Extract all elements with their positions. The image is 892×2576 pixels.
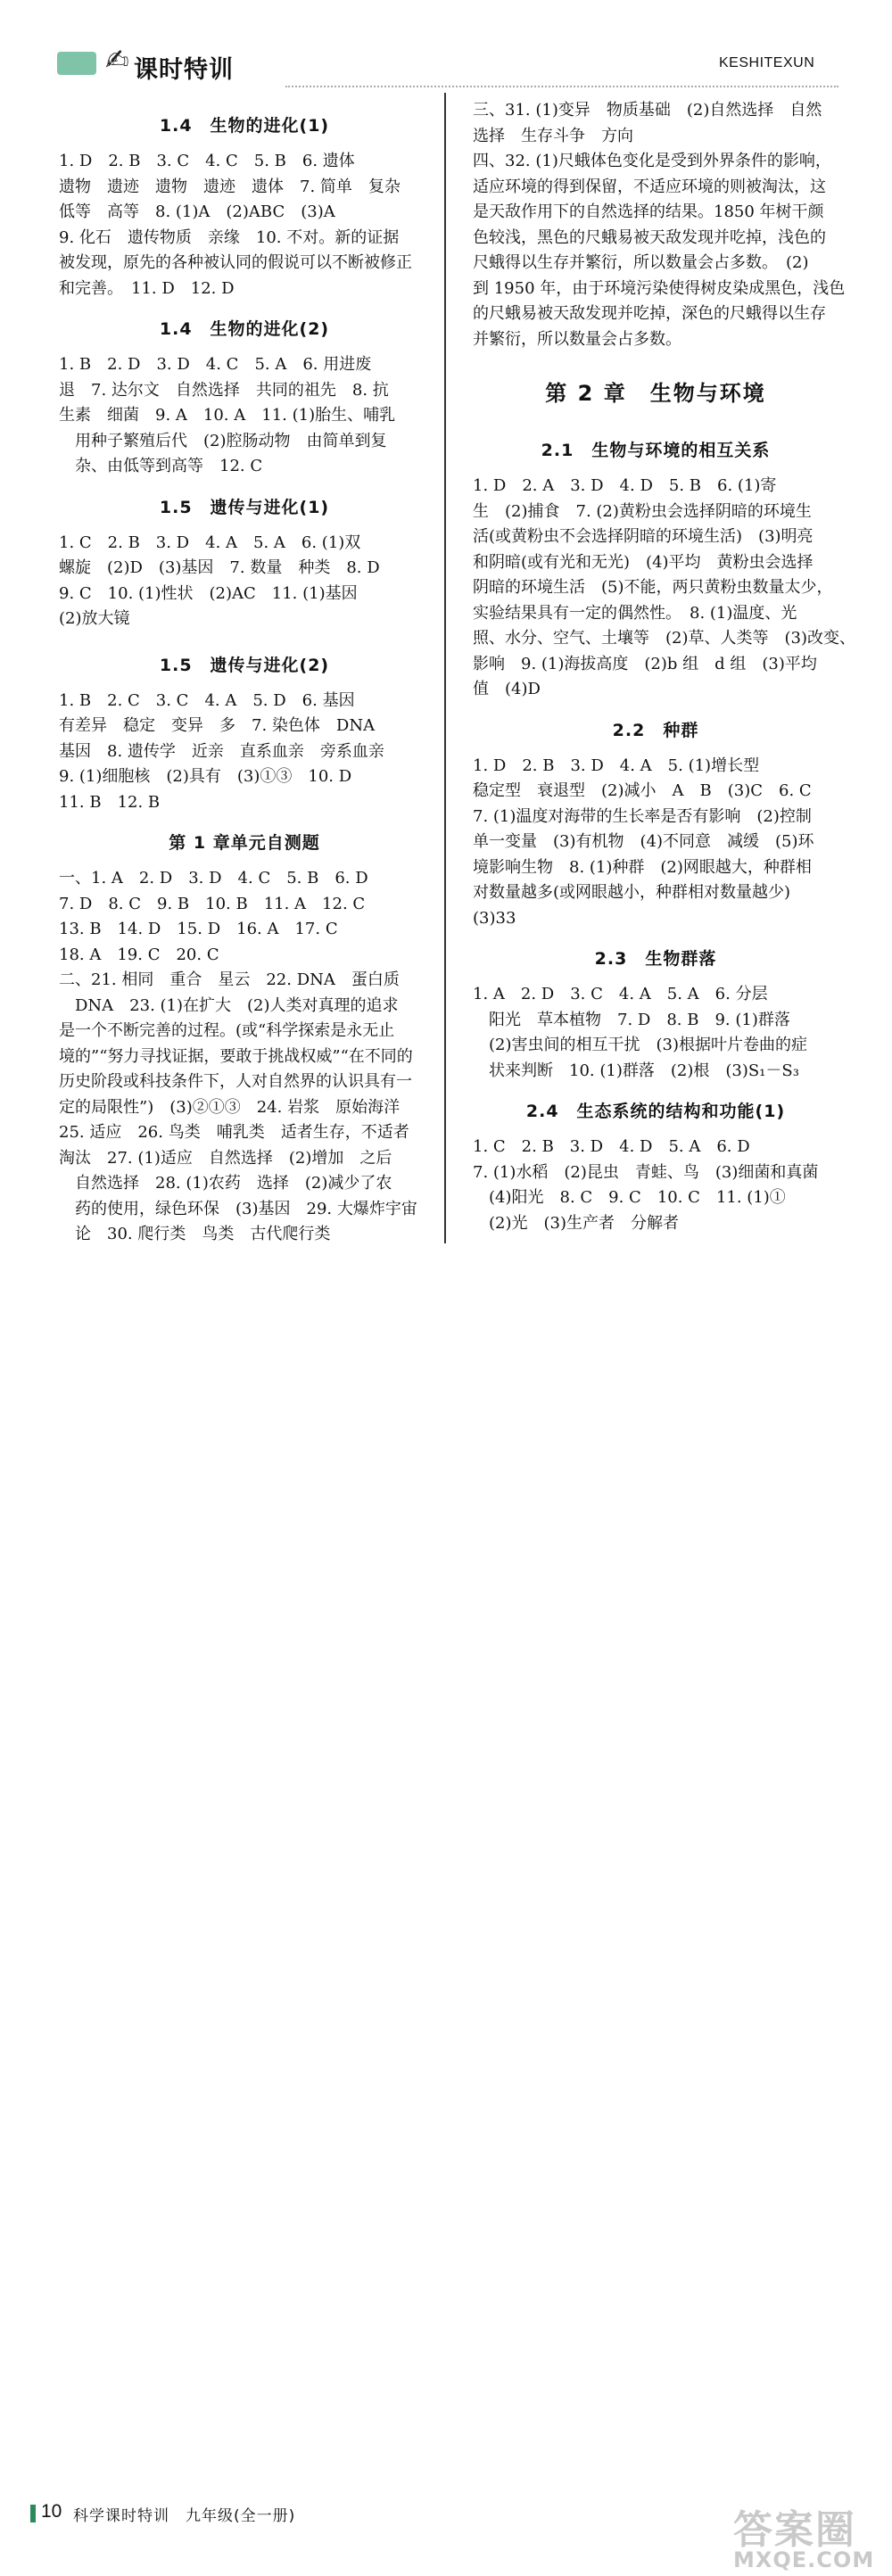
section-title: 1.4 生物的进化(2) [159,319,330,339]
answer-line: 遗物 遗迹 遗物 遗迹 遗体 7. 简单 复杂 [59,177,401,196]
answer-line: 和阴暗(或有光和无光) (4)平均 黄粉虫会选择 [473,552,814,572]
answer-line: 1. C 2. B 3. D 4. A 5. A 6. (1)双 [59,533,361,552]
right-column [473,98,855,1236]
answer-line: 一、1. A 2. D 3. D 4. C 5. B 6. D [59,869,368,888]
answer-line: 11. B 12. B [59,792,161,812]
answer-line: 生素 细菌 9. A 10. A 11. (1)胎生、哺乳 [59,406,396,425]
answer-line: (3)33 [473,908,516,928]
answer-line: 选择 生存斗争 方向 [473,126,633,145]
answer-line: 1. D 2. B 3. D 4. A 5. (1)增长型 [473,755,760,775]
answer-line: 定的局限性”) (3)②①③ 24. 岩浆 原始海洋 [59,1097,401,1117]
answer-line: 1. A 2. D 3. C 4. A 5. A 6. 分层 [473,985,768,1003]
answer-line: 生 (2)捕食 7. (2)黄粉虫会选择阴暗的环境生 [473,501,812,521]
answer-line: 7. (1)水稻 (2)昆虫 青蛙、鸟 (3)细菌和真菌 [473,1162,819,1182]
answer-line: 药的使用，绿色环保 (3)基因 29. 大爆炸宇宙 [59,1199,417,1218]
answer-line: 9. 化石 遗传物质 亲缘 10. 不对。新的证据 [59,227,400,247]
answer-line: 1. D 2. B 3. C 4. C 5. B 6. 遗体 [59,152,355,170]
answer-line: 基因 8. 遗传学 近亲 直系血亲 旁系血亲 [59,741,384,761]
section-title: 2.2 种群 [612,720,699,740]
brand-name: KESHITEXUN [719,55,815,70]
header-divider [285,86,838,87]
answer-line: 1. B 2. D 3. D 4. C 5. A 6. 用进废 [59,355,372,374]
answer-line: 有差异 稳定 变异 多 7. 染色体 DNA [59,716,376,735]
page-number: 10 [41,2501,62,2522]
section-title: 1.4 生物的进化(1) [159,116,330,136]
answer-line: 阳光 草本植物 7. D 8. B 9. (1)群落 [473,1010,790,1029]
answer-line: (2)害虫间的相互干扰 (3)根据叶片卷曲的症 [473,1036,807,1054]
answer-line: 杂、由低等到高等 12. C [59,457,263,475]
section-title: 1.5 遗传与进化(2) [159,655,330,675]
answer-line: 退 7. 达尔文 自然选择 共同的祖先 8. 抗 [59,380,389,400]
logo-text: 课时特训 [134,56,234,84]
answer-line: 并繁衍，所以数量会占多数。 [473,329,681,349]
answer-line: 的尺蛾易被天敌发现并吃掉，深色的尺蛾得以生存 [473,304,826,323]
answer-line: 是天敌作用下的自然选择的结果。1850 年树干颜 [473,202,824,221]
answer-line: 自然选择 28. (1)农药 选择 (2)减少了农 [59,1174,392,1193]
answer-line: DNA 23. (1)在扩大 (2)人类对真理的追求 [59,995,399,1015]
answer-line: 境影响生物 8. (1)种群 (2)网眼越大，种群相 [473,857,812,877]
answer-line: 淘汰 27. (1)适应 自然选择 (2)增加 之后 [59,1148,392,1168]
section-title: 2.4 生态系统的结构和功能(1) [525,1102,786,1121]
answer-line: 7. D 8. C 9. B 10. B 11. A 12. C [59,894,366,913]
section-title: 2.3 生物群落 [594,949,717,969]
answer-line: 二、21. 相同 重合 星云 22. DNA 蛋白质 [59,970,400,989]
answer-line: 状来判断 10. (1)群落 (2)根 (3)S₁－S₃ [473,1061,799,1080]
answer-line: 9. (1)细胞核 (2)具有 (3)①③ 10. D [59,767,352,786]
answer-line: 18. A 19. C 20. C [59,945,219,964]
section-title: 2.1 生物与环境的相互关系 [541,441,771,460]
watermark-main: 答案圈 [733,2507,856,2553]
section-title: 第 1 章单元自测题 [169,833,320,853]
answer-line: 论 30. 爬行类 鸟类 古代爬行类 [59,1225,331,1243]
answer-line: 9. C 10. (1)性状 (2)AC 11. (1)基因 [59,583,358,603]
book-title: 科学课时特训 九年级(全一册) [73,2507,296,2525]
left-column [59,98,430,1248]
page-footer [0,1249,892,2572]
answer-line: 25. 适应 26. 鸟类 哺乳类 适者生存，不适者 [59,1123,409,1142]
page-header [0,0,892,89]
answer-line: 是一个不断完善的过程。(或“科学探索是永无止 [59,1021,395,1040]
answer-line: 适应环境的得到保留，不适应环境的则被淘汰，这 [473,177,826,196]
answer-line: 阴暗的环境生活 (5)不能，两只黄粉虫数量太少， [473,578,833,597]
answer-line: 活(或黄粉虫不会选择阴暗的环境生活) (3)明亮 [473,527,814,546]
answer-line: 值 (4)D [473,680,541,698]
watermark-url: MXQE.COM [733,2547,875,2572]
answer-line: 低等 高等 8. (1)A (2)ABC (3)A [59,202,335,221]
answer-line: 和完善。 11. D 12. D [59,278,235,298]
answer-line: 稳定型 衰退型 (2)减小 A B (3)C 6. C [473,781,812,800]
answer-line: 到 1950 年，由于环境污染使得树皮染成黑色，浅色 [473,278,846,298]
answer-line: (4)阳光 8. C 9. C 10. C 11. (1)① [473,1188,786,1207]
watermark-logo [731,2498,883,2576]
answer-line: 尺蛾得以生存并繁衍，所以数量会占多数。 (2) [473,253,809,272]
answer-line: 照、水分、空气、土壤等 (2)草、人类等 (3)改变、 [473,629,855,648]
section-title: 1.5 遗传与进化(1) [159,497,330,517]
answer-line: 色较浅，黑色的尺蛾易被天敌发现并吃掉，浅色的 [473,227,826,247]
answer-line: 螺旋 (2)D (3)基因 7. 数量 种类 8. D [59,558,380,577]
column-divider [444,93,446,1243]
answer-line: (2)光 (3)生产者 分解者 [473,1213,679,1233]
answer-line: 1. B 2. C 3. C 4. A 5. D 6. 基因 [59,690,355,710]
answer-line: 四、32. (1)尺蛾体色变化是受到外界条件的影响， [473,152,831,170]
answer-line: 被发现，原先的各种被认同的假说可以不断被修正 [59,253,412,272]
answer-line: 实验结果具有一定的偶然性。 8. (1)温度、光 [473,603,797,623]
page-mark [30,2505,36,2522]
answer-line: 13. B 14. D 15. D 16. A 17. C [59,920,338,938]
answer-line: 用种子繁殖后代 (2)腔肠动物 由简单到复 [59,431,387,450]
answer-line: 历史阶段或科技条件下，人对自然界的认识具有一 [59,1072,412,1091]
answer-line: 对数量越多(或网眼越小，种群相对数量越少) [473,883,791,902]
answer-line: 1. D 2. A 3. D 4. D 5. B 6. (1)寄 [473,476,777,495]
logo-badge [57,52,96,75]
chapter-title: 第 2 章 生物与环境 [545,381,766,406]
answer-line: 三、31. (1)变异 物质基础 (2)自然选择 自然 [473,101,822,120]
answer-line: (2)放大镜 [59,609,130,628]
answer-line: 1. C 2. B 3. D 4. D 5. A 6. D [473,1137,750,1156]
answer-line: 影响 9. (1)海拔高度 (2)b 组 d 组 (3)平均 [473,654,817,673]
answer-line: 单一变量 (3)有机物 (4)不同意 减缓 (5)环 [473,832,814,851]
answer-line: 7. (1)温度对海带的生长率是否有影响 (2)控制 [473,806,812,826]
answer-line: 境的”“努力寻找证据，要敢于挑战权威”“在不同的 [59,1046,413,1066]
pen-icon: ✍ [105,43,129,77]
